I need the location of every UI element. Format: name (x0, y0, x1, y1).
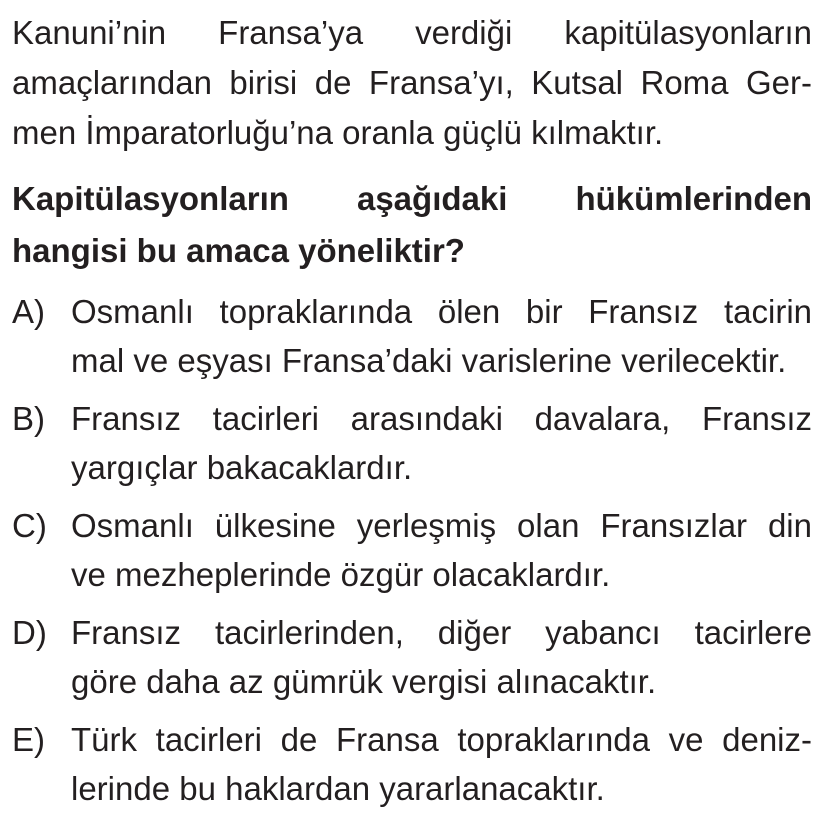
option-a-text (71, 287, 812, 385)
option-e[interactable] (12, 715, 812, 813)
option-e-text (71, 715, 812, 813)
option-c[interactable] (12, 501, 812, 599)
option-c-letter: C) (12, 507, 47, 544)
option-b-line-2: yargıçlar bakacaklardır. (71, 449, 413, 486)
question-line-1: Kapitülasyonların aşağıdaki hükümlerinden (12, 180, 812, 217)
option-e-line-1: Türk tacirleri de Fransa topraklarında ve deniz- (71, 721, 812, 758)
option-a[interactable] (12, 287, 812, 385)
option-d-line-2: göre daha az gümrük vergisi alınacaktır. (71, 663, 657, 700)
option-c-text (71, 501, 812, 599)
option-d-text (71, 608, 812, 706)
option-a-line-2: mal ve eşyası Fransa’daki varislerine verilecektir. (71, 342, 787, 379)
option-d-line-1: Fransız tacirlerinden, diğer yabancı tacirlere (71, 614, 812, 651)
option-e-line-2: lerinde bu haklardan yararlanacaktır. (71, 770, 605, 807)
question-prompt (12, 173, 812, 277)
stem-line-3: men İmparatorluğu’na oranla güçlü kılmaktır. (12, 114, 664, 151)
answer-options (12, 287, 812, 813)
option-e-letter: E) (12, 721, 45, 758)
option-c-line-2: ve mezheplerinde özgür olacaklardır. (71, 556, 611, 593)
option-a-letter: A) (12, 293, 45, 330)
option-b-line-1: Fransız tacirleri arasındaki davalara, Fransız (71, 400, 812, 437)
option-d[interactable] (12, 608, 812, 706)
question-line-2: hangisi bu amaca yöneliktir? (12, 232, 465, 269)
option-d-letter: D) (12, 614, 47, 651)
question-stem (12, 8, 812, 158)
option-b[interactable] (12, 394, 812, 492)
question-page (12, 8, 812, 822)
option-a-line-1: Osmanlı topraklarında ölen bir Fransız tacirin (71, 293, 812, 330)
option-c-line-1: Osmanlı ülkesine yerleşmiş olan Fransızlar din (71, 507, 812, 544)
stem-line-2: amaçlarından birisi de Fransa’yı, Kutsal Roma Ger- (12, 64, 812, 101)
option-b-text (71, 394, 812, 492)
stem-line-1: Kanuni’nin Fransa’ya verdiği kapitülasyonların (12, 14, 812, 51)
option-b-letter: B) (12, 400, 45, 437)
